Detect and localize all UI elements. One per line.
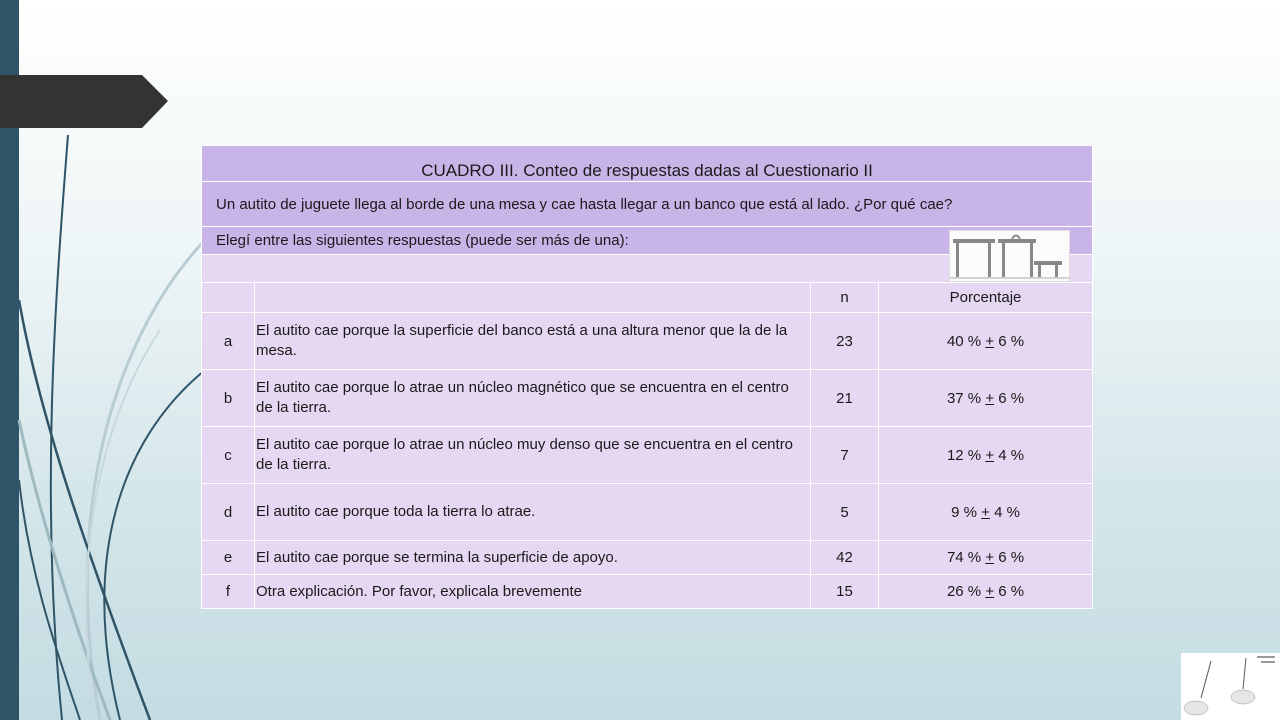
pct-value: 12 %	[946, 446, 982, 464]
results-table	[201, 145, 1093, 609]
table-row	[202, 575, 1093, 609]
row-count: 21	[811, 370, 879, 427]
slide-title-tab	[0, 75, 168, 128]
row-count: 42	[811, 541, 879, 575]
row-percentage	[879, 541, 1093, 575]
row-description: Otra explicación. Por favor, explicala brevemente	[255, 575, 811, 609]
row-description: El autito cae porque la superficie del banco está a una altura menor que la de la mesa.	[255, 313, 811, 370]
instruction-text: Elegí entre las siguientes respuestas (puede ser más de una):	[202, 227, 1093, 255]
plus-minus: +	[985, 446, 995, 464]
table-row	[202, 313, 1093, 370]
pct-error: 6 %	[998, 389, 1025, 407]
pct-error: 6 %	[998, 583, 1025, 600]
question-text: Un autito de juguete llega al borde de una mesa y cae hasta llegar a un banco que está al lado. ¿Por qué cae?	[202, 182, 1093, 227]
pct-error: 6 %	[998, 332, 1025, 350]
row-percentage	[879, 313, 1093, 370]
row-letter: f	[202, 575, 255, 609]
slide-thumbnail-image	[1181, 653, 1280, 720]
pct-value: 40 %	[946, 332, 982, 350]
row-count: 23	[811, 313, 879, 370]
table-row	[202, 484, 1093, 541]
row-count: 7	[811, 427, 879, 484]
row-description: El autito cae porque se termina la superficie de apoyo.	[255, 541, 811, 575]
row-percentage	[879, 484, 1093, 541]
plus-minus: +	[981, 503, 990, 521]
plus-minus: +	[985, 332, 995, 350]
pct-value: 74 %	[946, 549, 982, 566]
row-percentage	[879, 575, 1093, 609]
table-row	[202, 427, 1093, 484]
row-count: 15	[811, 575, 879, 609]
pct-value: 37 %	[946, 389, 982, 407]
row-description: El autito cae porque lo atrae un núcleo muy denso que se encuentra en el centro de la tierra.	[255, 427, 811, 484]
row-description: El autito cae porque lo atrae un núcleo magnético que se encuentra en el centro de la tierra.	[255, 370, 811, 427]
header-empty-desc	[255, 283, 811, 313]
pct-value: 9 %	[951, 503, 977, 521]
table-row	[202, 370, 1093, 427]
pct-error: 6 %	[998, 549, 1025, 566]
row-letter: e	[202, 541, 255, 575]
table-title: CUADRO III. Conteo de respuestas dadas al Cuestionario II	[202, 146, 1093, 182]
header-empty-letter	[202, 283, 255, 313]
row-count: 5	[811, 484, 879, 541]
plus-minus: +	[985, 549, 995, 566]
plus-minus: +	[985, 583, 995, 600]
row-description: El autito cae porque toda la tierra lo atrae.	[255, 484, 811, 541]
header-percentage: Porcentaje	[879, 283, 1093, 313]
row-percentage	[879, 427, 1093, 484]
row-letter: b	[202, 370, 255, 427]
table-bench-illustration	[949, 230, 1070, 282]
header-n: n	[811, 283, 879, 313]
row-percentage	[879, 370, 1093, 427]
plus-minus: +	[985, 389, 995, 407]
table-row	[202, 541, 1093, 575]
pct-error: 4 %	[998, 446, 1025, 464]
row-letter: c	[202, 427, 255, 484]
results-table-container	[201, 145, 1092, 609]
row-letter: d	[202, 484, 255, 541]
pct-value: 26 %	[946, 583, 982, 600]
pct-error: 4 %	[994, 503, 1020, 521]
row-letter: a	[202, 313, 255, 370]
